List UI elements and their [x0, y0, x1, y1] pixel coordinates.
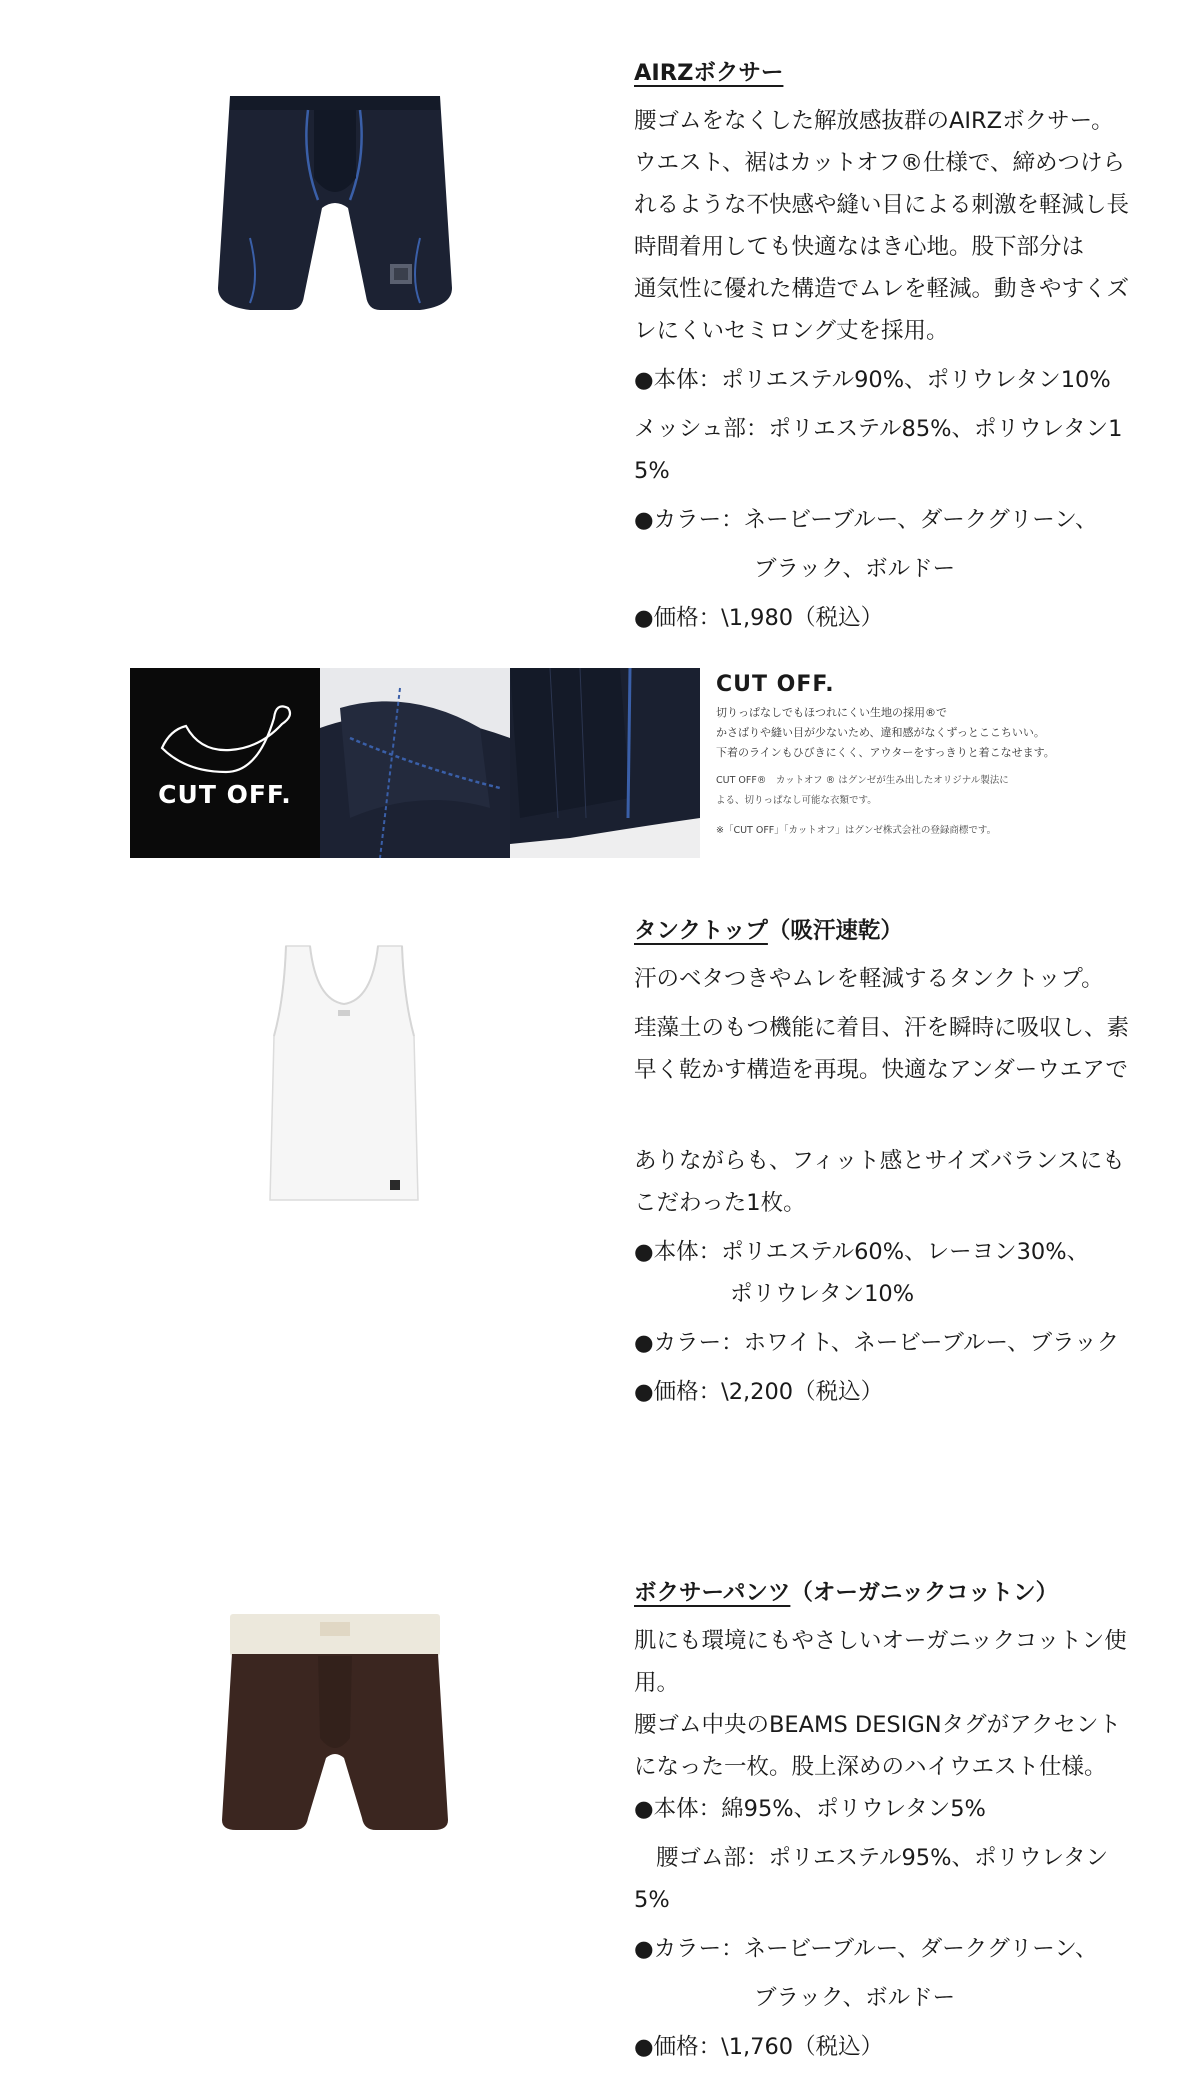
cut-off-logo-icon	[130, 668, 320, 858]
product-title: タンクトップ（吸汗速乾）	[634, 918, 903, 944]
cut-off-line: 下着のラインもひびきにくく、アウターをすっきりと着こなせます。	[716, 746, 1055, 759]
material-line: ●本体：綿95%、ポリウレタン5%	[634, 1796, 986, 1822]
description-line: レにくいセミロング丈を採用。	[634, 318, 949, 344]
cut-off-logo-panel	[130, 668, 320, 858]
cut-off-fabric-photo	[320, 668, 510, 858]
organic-boxer-description	[634, 1572, 1174, 2068]
cut-off-line: 切りっぱなしでもほつれにくい生地の採用®で	[716, 706, 947, 719]
material-sub-line: 5%	[634, 458, 670, 484]
product-title: ボクサーパンツ（オーガニックコットン）	[634, 1580, 1059, 1606]
description-line: 肌にも環境にもやさしいオーガニックコットン使	[634, 1628, 1127, 1654]
description-line: れるような不快感や縫い目による刺激を軽減し長	[634, 192, 1130, 218]
price-line: ●価格：\2,200（税込）	[634, 1379, 884, 1405]
description-line: こだわった1枚。	[634, 1190, 806, 1216]
material-sub-line: ポリウレタン10%	[730, 1281, 915, 1307]
description-line: になった一枚。股上深めのハイウエスト仕様。	[634, 1754, 1107, 1780]
material-line: ●本体：ポリエステル60%、レーヨン30%、	[634, 1239, 1090, 1265]
material-sub-line: メッシュ部：ポリエステル85%、ポリウレタン1	[634, 416, 1123, 442]
color-line: ●カラー：ホワイト、ネービーブルー、ブラック	[634, 1330, 1120, 1356]
color-line: ●カラー：ネービーブルー、ダークグリーン、	[634, 1936, 1098, 1962]
cut-off-banner	[130, 668, 1060, 858]
description-line: 汗のベタつきやムレを軽減するタンクトップ。	[634, 966, 1104, 992]
color-line: ●カラー：ネービーブルー、ダークグリーン、	[634, 507, 1098, 533]
airz-boxer-image	[190, 88, 480, 336]
price-line: ●価格：\1,980（税込）	[634, 605, 884, 631]
description-line: 通気性に優れた構造でムレを軽減。動きやすくズ	[634, 276, 1130, 302]
cut-off-hem-photo	[510, 668, 700, 858]
cut-off-note: よる、切りっぱなし可能な衣類です。	[716, 795, 877, 806]
cut-off-title: CUT OFF.	[716, 672, 835, 697]
description-line: ウエスト、裾はカットオフ®仕様で、締めつけら	[634, 150, 1125, 176]
cut-off-note: CUT OFF® カットオフ ® はグンゼが生み出したオリジナル製法に	[716, 775, 1009, 786]
product-title: AIRZボクサー	[634, 60, 784, 86]
color-sub-line: ブラック、ボルドー	[754, 556, 956, 582]
description-line: 早く乾かす構造を再現。快適なアンダーウエアで	[634, 1057, 1128, 1083]
tank-top-image	[264, 940, 424, 1208]
description-line: 珪藻土のもつ機能に着目、汗を瞬時に吸収し、素	[634, 1015, 1130, 1041]
airz-boxer-description	[634, 52, 1174, 639]
tank-top-description	[634, 910, 1174, 1413]
description-line: 腰ゴム中央のBEAMS DESIGNタグがアクセント	[634, 1712, 1121, 1738]
description-line: ありながらも、フィット感とサイズバランスにも	[634, 1148, 1125, 1174]
description-line: 腰ゴムをなくした解放感抜群のAIRZボクサー。	[634, 108, 1114, 134]
cut-off-trademark: ※「CUT OFF」「カットオフ」はグンゼ株式会社の登録商標です。	[716, 825, 997, 836]
price-line: ●価格：\1,760（税込）	[634, 2034, 884, 2060]
material-sub-line: 5%	[634, 1887, 670, 1913]
material-line: ●本体：ポリエステル90%、ポリウレタン10%	[634, 367, 1111, 393]
cut-off-info	[716, 672, 1060, 841]
material-sub-line: 腰ゴム部：ポリエステル95%、ポリウレタン	[656, 1845, 1109, 1871]
cut-off-logo-text: CUT OFF.	[158, 780, 292, 809]
description-line: 用。	[634, 1670, 680, 1696]
organic-boxer-image	[208, 1608, 462, 1840]
color-sub-line: ブラック、ボルドー	[754, 1985, 956, 2011]
cut-off-line: かさばりや縫い目が少ないため、違和感がなくずっとここちいい。	[716, 726, 1045, 739]
description-line: 時間着用しても快適なはき心地。股下部分は	[634, 234, 1085, 260]
